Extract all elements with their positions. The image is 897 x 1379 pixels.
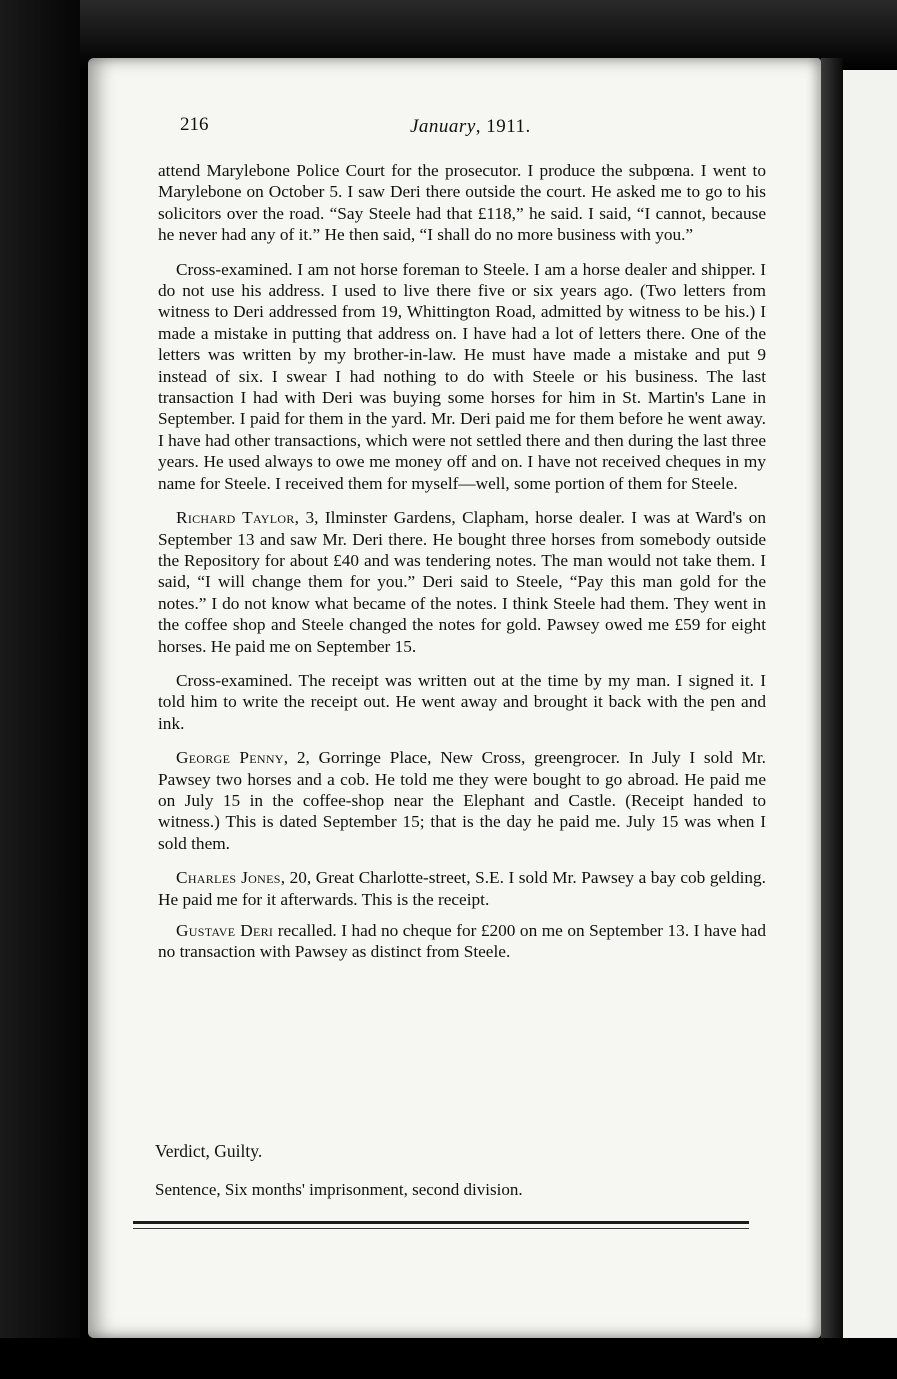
running-title-year: , 1911.: [475, 116, 531, 137]
witness-testimony: , 3, Ilminster Gardens, Clapham, horse dealer. I was at Ward's on September 13 and saw Mr. Deri there. He bought three horses from somebody outside the Repository for about £40 and was tendering notes. The man would not take them. I said, “I will change them for you.” Deri said to Steele, “Pay this man gold for the notes.” I do not know what became of the notes. I think Steele had them. They went in the coffee shop and Steele changed the notes for gold. Pawsey owed me £59 for eight horses. He paid me on September 15.: [158, 508, 766, 656]
sentence-line: Sentence, Six months' imprisonment, second division.: [155, 1180, 523, 1199]
paragraph-cross-examined-1: Cross-examined. I am not horse foreman to Steele. I am a horse dealer and shipper. I do not use his address. I used to live there five or six years ago. (Two letters from witness to Deri addressed from 19, Whittington Road, admitted by witness to be his.) I made a mistake in putting that address on. I have had a lot of letters there. One of the letters was written by my brother-in-law. He must have made a mistake and put 9 instead of six. I swear I had nothing to do with Steele or his business. The last transaction I had with Deri was buying some horses for him in St. Martin's Lane in September. I paid for them in the yard. Mr. Deri paid me for them before he went away. I have had other transactions, which were not settled there and then during the last three years. He used always to owe me money off and on. I have not received cheques in my name for Steele. I received them for myself—well, some portion of them for Steele.: [158, 259, 766, 493]
paragraph-continued-testimony: attend Marylebone Police Court for the prosecutor. I produce the subpœna. I went to Marylebone on October 5. I saw Deri there outside the court. He asked me to go to his solicitors over the road. “Say Steele had that £118,” he said. I said, “I cannot, because he never had any of it.” He then said, “I shall do no more business with you.”: [158, 161, 766, 245]
closing-rule-thick: [133, 1221, 749, 1224]
witness-name: Richard Taylor: [176, 508, 295, 528]
witness-name: Gustave Deri: [176, 921, 274, 940]
page-header: [180, 114, 740, 144]
page-number: 216: [180, 114, 209, 135]
facing-page-edge: [843, 70, 897, 1350]
witness-testimony: , 2, Gorringe Place, New Cross, greengrocer. In July I sold Mr. Pawsey two horses and a cob. He told me they were bought to go abroad. He paid me on July 15 in the coffee-shop near the Elephant and Castle. (Receipt handed to witness.) This is dated September 15; that is the day he paid me. July 15 was when I sold them.: [158, 748, 766, 853]
paragraph-cross-examined-2: Cross-examined. The receipt was written out at the time by my man. I signed it. I told him to write the receipt out. He went away and brought it back with the pen and ink.: [158, 670, 766, 733]
witness-name: Charles Jones: [176, 868, 281, 888]
witness-testimony: recalled. I had no cheque for £200 on me on September 13. I have had no transaction with Pawsey as distinct from Steele.: [158, 921, 766, 962]
verdict-line: Verdict, Guilty.: [155, 1141, 263, 1161]
running-title-month: January: [410, 116, 476, 137]
paragraph-charles-jones: [158, 867, 766, 910]
running-title: [410, 116, 531, 138]
scan-bottom-border: [0, 1338, 897, 1379]
scan-left-border: [0, 0, 80, 1379]
paragraph-george-penny: [158, 747, 766, 854]
paragraph-gustave-deri: [158, 920, 766, 963]
closing-rule-thin: [133, 1228, 749, 1229]
book-gutter: [821, 58, 843, 1338]
witness-testimony: , 20, Great Charlotte-street, S.E. I sold Mr. Pawsey a bay cob gelding. He paid me for it afterwards. This is the receipt.: [158, 868, 766, 909]
paragraph-richard-taylor: [158, 507, 766, 657]
witness-name: George Penny: [176, 748, 284, 768]
body-text: [158, 160, 766, 963]
